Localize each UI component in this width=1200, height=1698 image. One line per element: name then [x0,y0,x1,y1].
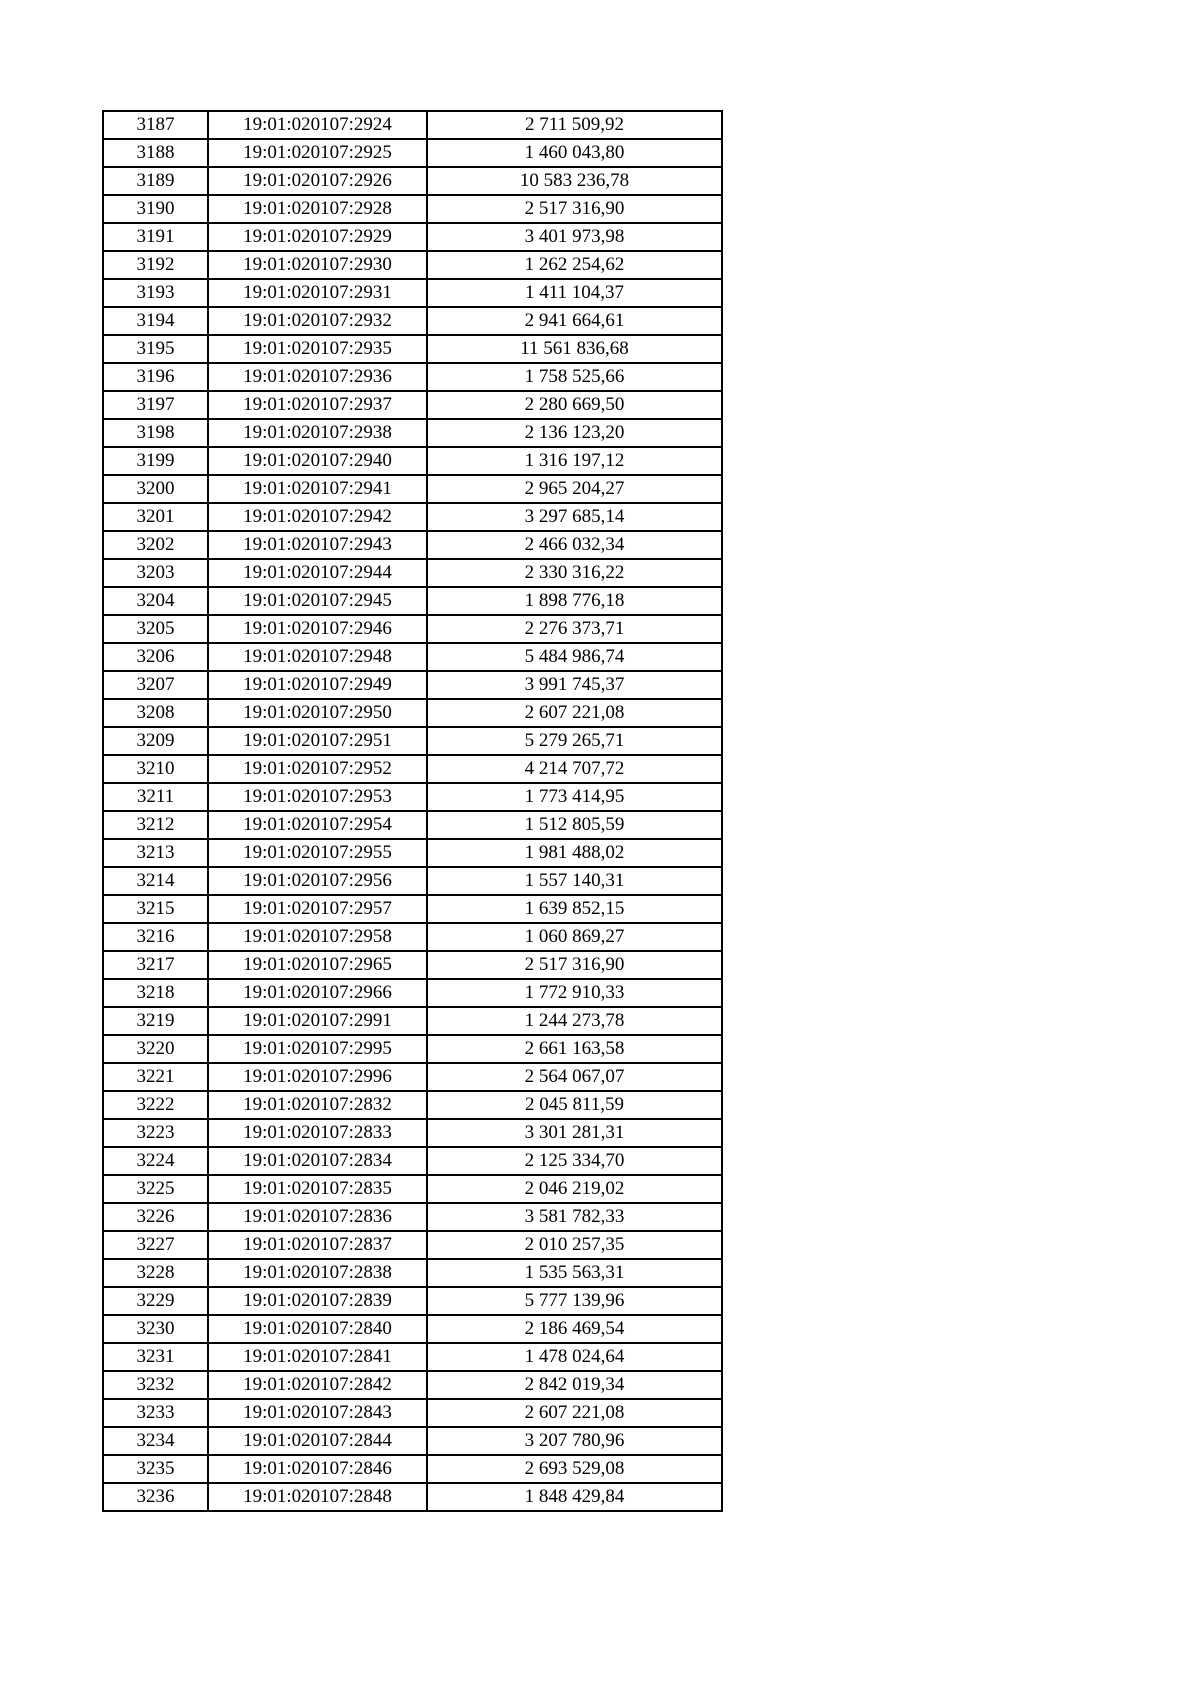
row-number-cell: 3200 [103,475,208,503]
row-number-cell: 3191 [103,223,208,251]
cadastral-value-cell: 11 561 836,68 [427,335,722,363]
cadastral-value-cell: 1 244 273,78 [427,1007,722,1035]
table-row [103,1483,722,1511]
cadastral-value-cell: 1 773 414,95 [427,783,722,811]
table-row [103,783,722,811]
cadastral-number-cell: 19:01:020107:2931 [208,279,427,307]
row-number-cell: 3236 [103,1483,208,1511]
cadastral-number-cell: 19:01:020107:2996 [208,1063,427,1091]
cadastral-value-cell: 1 512 805,59 [427,811,722,839]
cadastral-value-table [102,110,723,1512]
row-number-cell: 3235 [103,1455,208,1483]
cadastral-value-cell: 2 941 664,61 [427,307,722,335]
table-row [103,1371,722,1399]
cadastral-value-cell: 2 517 316,90 [427,951,722,979]
table-row [103,223,722,251]
table-row [103,279,722,307]
cadastral-number-cell: 19:01:020107:2838 [208,1259,427,1287]
cadastral-number-cell: 19:01:020107:2926 [208,167,427,195]
cadastral-value-cell: 2 045 811,59 [427,1091,722,1119]
row-number-cell: 3199 [103,447,208,475]
row-number-cell: 3193 [103,279,208,307]
row-number-cell: 3206 [103,643,208,671]
table-row [103,307,722,335]
table-row [103,1315,722,1343]
cadastral-number-cell: 19:01:020107:2833 [208,1119,427,1147]
row-number-cell: 3209 [103,727,208,755]
cadastral-number-cell: 19:01:020107:2940 [208,447,427,475]
cadastral-value-cell: 1 060 869,27 [427,923,722,951]
row-number-cell: 3202 [103,531,208,559]
cadastral-number-cell: 19:01:020107:2832 [208,1091,427,1119]
table-row [103,587,722,615]
row-number-cell: 3212 [103,811,208,839]
cadastral-number-cell: 19:01:020107:2948 [208,643,427,671]
row-number-cell: 3216 [103,923,208,951]
table-row [103,811,722,839]
cadastral-number-cell: 19:01:020107:2941 [208,475,427,503]
cadastral-value-cell: 1 848 429,84 [427,1483,722,1511]
table-row [103,1007,722,1035]
cadastral-value-cell: 2 607 221,08 [427,1399,722,1427]
table-row [103,195,722,223]
table-row [103,699,722,727]
table-row [103,671,722,699]
cadastral-value-cell: 4 214 707,72 [427,755,722,783]
row-number-cell: 3218 [103,979,208,1007]
cadastral-value-cell: 1 262 254,62 [427,251,722,279]
table-row [103,979,722,1007]
cadastral-number-cell: 19:01:020107:2945 [208,587,427,615]
table-row [103,1231,722,1259]
cadastral-value-cell: 1 478 024,64 [427,1343,722,1371]
cadastral-number-cell: 19:01:020107:2955 [208,839,427,867]
cadastral-number-cell: 19:01:020107:2843 [208,1399,427,1427]
table-row [103,643,722,671]
row-number-cell: 3189 [103,167,208,195]
cadastral-value-cell: 3 207 780,96 [427,1427,722,1455]
cadastral-value-cell: 1 411 104,37 [427,279,722,307]
cadastral-number-cell: 19:01:020107:2943 [208,531,427,559]
row-number-cell: 3210 [103,755,208,783]
cadastral-number-cell: 19:01:020107:2834 [208,1147,427,1175]
cadastral-number-cell: 19:01:020107:2954 [208,811,427,839]
cadastral-value-cell: 3 991 745,37 [427,671,722,699]
cadastral-number-cell: 19:01:020107:2991 [208,1007,427,1035]
cadastral-number-cell: 19:01:020107:2842 [208,1371,427,1399]
cadastral-number-cell: 19:01:020107:2836 [208,1203,427,1231]
table-row [103,1399,722,1427]
cadastral-value-cell: 2 280 669,50 [427,391,722,419]
row-number-cell: 3213 [103,839,208,867]
row-number-cell: 3198 [103,419,208,447]
cadastral-value-cell: 3 401 973,98 [427,223,722,251]
row-number-cell: 3197 [103,391,208,419]
cadastral-value-cell: 1 460 043,80 [427,139,722,167]
cadastral-value-cell: 2 661 163,58 [427,1035,722,1063]
row-number-cell: 3228 [103,1259,208,1287]
table-row [103,867,722,895]
row-number-cell: 3221 [103,1063,208,1091]
cadastral-number-cell: 19:01:020107:2841 [208,1343,427,1371]
cadastral-number-cell: 19:01:020107:2930 [208,251,427,279]
row-number-cell: 3192 [103,251,208,279]
cadastral-value-cell: 5 484 986,74 [427,643,722,671]
cadastral-value-cell: 1 981 488,02 [427,839,722,867]
cadastral-value-cell: 1 316 197,12 [427,447,722,475]
cadastral-number-cell: 19:01:020107:2932 [208,307,427,335]
cadastral-number-cell: 19:01:020107:2837 [208,1231,427,1259]
table-row [103,391,722,419]
cadastral-value-cell: 1 772 910,33 [427,979,722,1007]
row-number-cell: 3190 [103,195,208,223]
cadastral-number-cell: 19:01:020107:2950 [208,699,427,727]
cadastral-value-cell: 2 136 123,20 [427,419,722,447]
table-row [103,1203,722,1231]
table-row [103,1119,722,1147]
cadastral-value-cell: 1 639 852,15 [427,895,722,923]
table-row [103,895,722,923]
row-number-cell: 3215 [103,895,208,923]
cadastral-value-cell: 3 301 281,31 [427,1119,722,1147]
table-row [103,335,722,363]
table-row [103,755,722,783]
cadastral-number-cell: 19:01:020107:2839 [208,1287,427,1315]
cadastral-value-cell: 2 466 032,34 [427,531,722,559]
table-row [103,139,722,167]
cadastral-value-cell: 1 557 140,31 [427,867,722,895]
cadastral-number-cell: 19:01:020107:2929 [208,223,427,251]
row-number-cell: 3194 [103,307,208,335]
cadastral-number-cell: 19:01:020107:2965 [208,951,427,979]
cadastral-number-cell: 19:01:020107:2958 [208,923,427,951]
cadastral-value-cell: 2 010 257,35 [427,1231,722,1259]
cadastral-value-cell: 2 842 019,34 [427,1371,722,1399]
row-number-cell: 3224 [103,1147,208,1175]
row-number-cell: 3187 [103,111,208,139]
cadastral-number-cell: 19:01:020107:2936 [208,363,427,391]
cadastral-value-cell: 3 297 685,14 [427,503,722,531]
row-number-cell: 3195 [103,335,208,363]
cadastral-value-cell: 2 693 529,08 [427,1455,722,1483]
cadastral-number-cell: 19:01:020107:2944 [208,559,427,587]
cadastral-number-cell: 19:01:020107:2953 [208,783,427,811]
row-number-cell: 3219 [103,1007,208,1035]
row-number-cell: 3232 [103,1371,208,1399]
cadastral-value-cell: 1 758 525,66 [427,363,722,391]
row-number-cell: 3229 [103,1287,208,1315]
cadastral-number-cell: 19:01:020107:2928 [208,195,427,223]
row-number-cell: 3225 [103,1175,208,1203]
row-number-cell: 3233 [103,1399,208,1427]
table-row [103,1343,722,1371]
row-number-cell: 3222 [103,1091,208,1119]
row-number-cell: 3201 [103,503,208,531]
cadastral-value-cell: 2 276 373,71 [427,615,722,643]
cadastral-value-cell: 3 581 782,33 [427,1203,722,1231]
cadastral-value-cell: 2 330 316,22 [427,559,722,587]
table-row [103,1455,722,1483]
cadastral-value-cell: 2 046 219,02 [427,1175,722,1203]
cadastral-number-cell: 19:01:020107:2935 [208,335,427,363]
table-row [103,839,722,867]
table-row [103,951,722,979]
table-row [103,363,722,391]
cadastral-value-cell: 5 777 139,96 [427,1287,722,1315]
cadastral-number-cell: 19:01:020107:2840 [208,1315,427,1343]
row-number-cell: 3203 [103,559,208,587]
cadastral-number-cell: 19:01:020107:2848 [208,1483,427,1511]
table-row [103,419,722,447]
row-number-cell: 3217 [103,951,208,979]
cadastral-number-cell: 19:01:020107:2925 [208,139,427,167]
table-row [103,1063,722,1091]
cadastral-value-cell: 2 517 316,90 [427,195,722,223]
row-number-cell: 3208 [103,699,208,727]
row-number-cell: 3226 [103,1203,208,1231]
cadastral-number-cell: 19:01:020107:2946 [208,615,427,643]
cadastral-value-cell: 1 898 776,18 [427,587,722,615]
row-number-cell: 3231 [103,1343,208,1371]
table-row [103,475,722,503]
table-row [103,1035,722,1063]
row-number-cell: 3207 [103,671,208,699]
table-row [103,531,722,559]
cadastral-number-cell: 19:01:020107:2951 [208,727,427,755]
cadastral-number-cell: 19:01:020107:2924 [208,111,427,139]
table-row [103,1175,722,1203]
cadastral-number-cell: 19:01:020107:2846 [208,1455,427,1483]
cadastral-number-cell: 19:01:020107:2956 [208,867,427,895]
table-row [103,503,722,531]
table-row [103,923,722,951]
row-number-cell: 3234 [103,1427,208,1455]
cadastral-value-cell: 2 564 067,07 [427,1063,722,1091]
table-row [103,447,722,475]
row-number-cell: 3227 [103,1231,208,1259]
row-number-cell: 3188 [103,139,208,167]
cadastral-number-cell: 19:01:020107:2942 [208,503,427,531]
cadastral-value-cell: 10 583 236,78 [427,167,722,195]
row-number-cell: 3196 [103,363,208,391]
table-row [103,1259,722,1287]
cadastral-number-cell: 19:01:020107:2966 [208,979,427,1007]
row-number-cell: 3223 [103,1119,208,1147]
table-row [103,1287,722,1315]
table-row [103,167,722,195]
row-number-cell: 3204 [103,587,208,615]
cadastral-number-cell: 19:01:020107:2844 [208,1427,427,1455]
cadastral-value-cell: 2 965 204,27 [427,475,722,503]
cadastral-value-cell: 1 535 563,31 [427,1259,722,1287]
table-row [103,1147,722,1175]
cadastral-number-cell: 19:01:020107:2937 [208,391,427,419]
cadastral-number-cell: 19:01:020107:2949 [208,671,427,699]
cadastral-number-cell: 19:01:020107:2957 [208,895,427,923]
cadastral-value-cell: 5 279 265,71 [427,727,722,755]
table-row [103,559,722,587]
row-number-cell: 3214 [103,867,208,895]
row-number-cell: 3211 [103,783,208,811]
table-row [103,727,722,755]
table-row [103,1427,722,1455]
cadastral-number-cell: 19:01:020107:2995 [208,1035,427,1063]
row-number-cell: 3220 [103,1035,208,1063]
cadastral-number-cell: 19:01:020107:2952 [208,755,427,783]
cadastral-value-cell: 2 711 509,92 [427,111,722,139]
table-row [103,251,722,279]
cadastral-number-cell: 19:01:020107:2938 [208,419,427,447]
table-row [103,111,722,139]
table-row [103,1091,722,1119]
row-number-cell: 3230 [103,1315,208,1343]
table-body [103,111,722,1511]
cadastral-number-cell: 19:01:020107:2835 [208,1175,427,1203]
cadastral-value-cell: 2 607 221,08 [427,699,722,727]
row-number-cell: 3205 [103,615,208,643]
table-row [103,615,722,643]
cadastral-value-cell: 2 125 334,70 [427,1147,722,1175]
cadastral-value-cell: 2 186 469,54 [427,1315,722,1343]
